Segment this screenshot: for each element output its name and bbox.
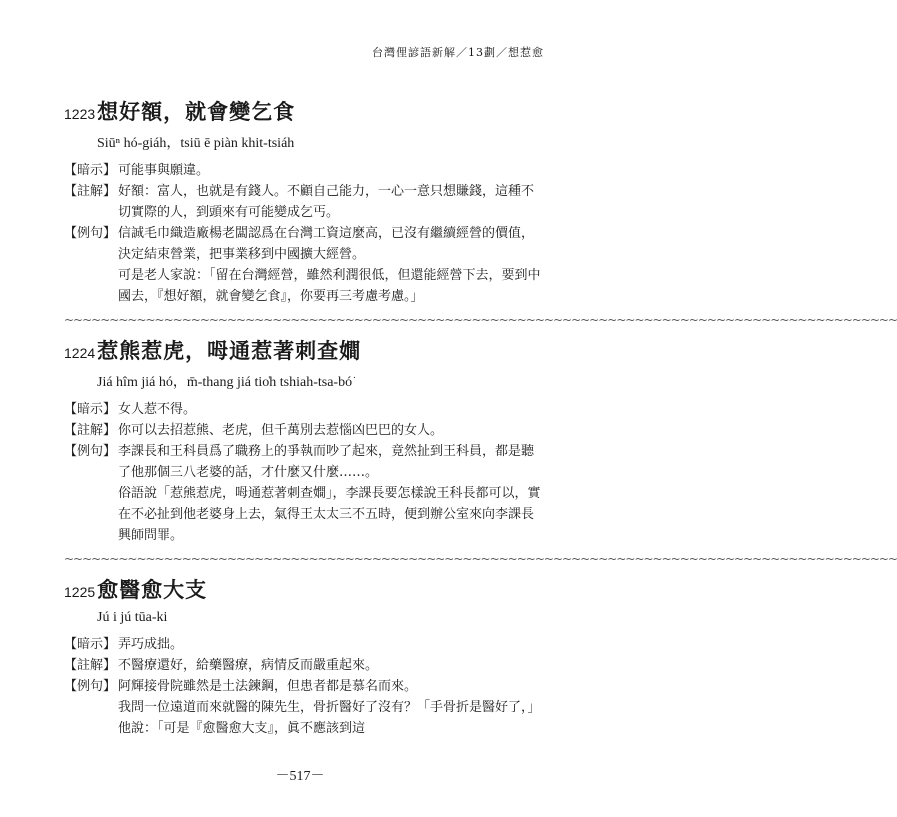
example-tag: 【例句】	[64, 679, 117, 694]
example-row	[64, 441, 542, 483]
entry-heading	[64, 96, 542, 126]
entry	[64, 574, 542, 739]
entry-title: 愈醫愈大支	[97, 578, 208, 602]
example-tag: 【例句】	[64, 226, 117, 241]
entry-heading	[64, 335, 542, 365]
romanization: Jú i jú tūa-ki	[97, 610, 168, 625]
hint-text: 可能事與願違。	[118, 163, 210, 178]
note-text: 好額：富人，也就是有錢人。不顧自己能力，一心一意只想賺錢，這種不切實際的人，到頭來有可能變成乞丐。	[118, 184, 535, 220]
example-tag: 【例句】	[64, 444, 117, 459]
hint-row	[64, 634, 542, 655]
entry	[64, 335, 542, 546]
note-tag: 【註解】	[64, 658, 117, 673]
hint-tag: 【暗示】	[64, 402, 117, 417]
hint-tag: 【暗示】	[64, 637, 117, 652]
example-row	[64, 223, 542, 265]
example-row	[64, 676, 542, 697]
hint-tag: 【暗示】	[64, 163, 117, 178]
note-tag: 【註解】	[64, 184, 117, 199]
example-text: 李課長和王科員爲了職務上的爭執而吵了起來，竟然扯到王科員，都是聽了他那個三八老婆的話，才什麼又什麼……。	[118, 444, 535, 480]
page-body	[64, 96, 897, 739]
example-continued: 我問一位遠道而來就醫的陳先生，骨折醫好了沒有？「手骨折是醫好了，」他說：「可是『愈醫愈大支』，眞不應該到這	[118, 700, 541, 736]
entry-number: 1223	[64, 106, 96, 122]
romanization: Siūⁿ hó-giáh，tsiū ē piàn khit-tsiáh	[97, 136, 295, 151]
entry-heading	[64, 574, 542, 604]
note-text: 不醫療還好，給藥醫療，病情反而嚴重起來。	[118, 658, 379, 673]
running-header: 台灣俚諺語新解／13劃／想惹愈	[372, 46, 544, 59]
note-row	[64, 181, 542, 223]
entry-title: 惹熊惹虎，呣通惹著刺查𡢃	[97, 339, 362, 363]
note-row	[64, 655, 542, 676]
romanization: Jiá hîm jiá hó，m̄-thang jiá tio̍h tshiah-tsa-bó͘	[97, 375, 353, 390]
entry-number: 1224	[64, 345, 96, 361]
divider: ~~~~~~~~~~~~~~~~~~~~~~~~~~~~~~~~~~~~~~~~~~~~~~~~~~~~~~~~~~~~~~~~~~~~~~~~~~~~~~~~~~~~~~~~~~~~	[64, 552, 897, 566]
hint-text: 女人惹不得。	[118, 402, 197, 417]
hint-row	[64, 399, 542, 420]
page-number: －517－	[275, 769, 325, 784]
entry-title: 想好額，就會變乞食	[97, 100, 296, 124]
hint-text: 弄巧成拙。	[118, 637, 184, 652]
entry	[64, 96, 542, 307]
example-text: 阿輝接骨院雖然是土法鍊鋼，但患者都是慕名而來。	[118, 679, 418, 694]
hint-row	[64, 160, 542, 181]
divider: ~~~~~~~~~~~~~~~~~~~~~~~~~~~~~~~~~~~~~~~~~~~~~~~~~~~~~~~~~~~~~~~~~~~~~~~~~~~~~~~~~~~~~~~~~~~~	[64, 313, 897, 327]
example-continued: 可是老人家說：「留在台灣經營，雖然利潤很低，但還能經營下去，要到中國去，『想好額，就會變乞食』，你要再三考慮考慮。」	[118, 268, 541, 304]
note-text: 你可以去招惹熊、老虎，但千萬別去惹惱凶巴巴的女人。	[118, 423, 444, 438]
entry-number: 1225	[64, 584, 96, 600]
note-row	[64, 420, 542, 441]
note-tag: 【註解】	[64, 423, 117, 438]
example-continued: 俗語說「惹熊惹虎，呣通惹著刺查𡢃」，李課長要怎樣說王科長都可以，實在不必扯到他老婆身上去，氣得王太太三不五時，便到辦公室來向李課長興師問罪。	[118, 486, 541, 543]
example-text: 信誠毛巾織造廠楊老闆認爲在台灣工資這麼高，已沒有繼續經營的價值，決定結束營業，把事業移到中國擴大經營。	[118, 226, 535, 262]
